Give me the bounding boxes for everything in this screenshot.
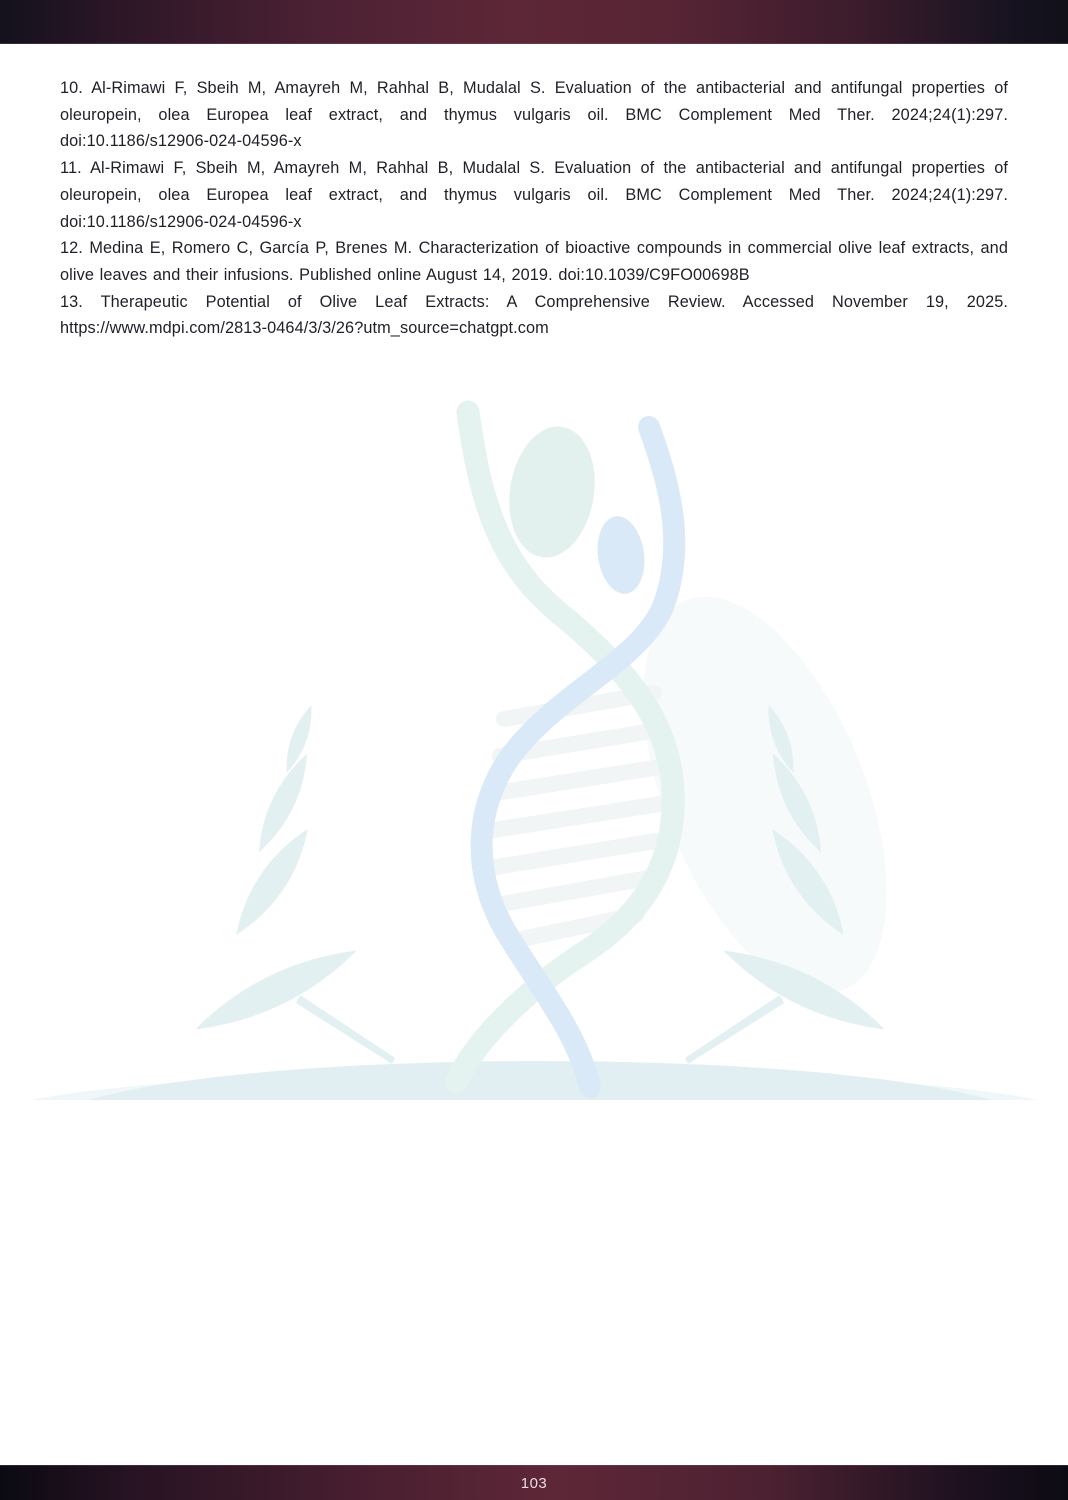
reference-item: 10. Al-Rimawi F, Sbeih M, Amayreh M, Rahhal B, Mudalal S. Evaluation of the antibacterial and antifungal properties of oleuropein, olea Europea leaf extract, and thymus vulgaris oil. BMC Complement Med Ther. 2024;24(1):297. doi:10.1186/s12906-024-04596-x xyxy=(60,79,1008,151)
watermark-ground xyxy=(30,1061,1038,1100)
page-number: 103 xyxy=(520,1474,548,1492)
reference-item: 11. Al-Rimawi F, Sbeih M, Amayreh M, Rahhal B, Mudalal S. Evaluation of the antibacterial and antifungal properties of oleuropein, olea Europea leaf extract, and thymus vulgaris oil. BMC Complement Med Ther. 2024;24(1):297. doi:10.1186/s12906-024-04596-x xyxy=(60,159,1008,231)
references-section xyxy=(0,44,1068,342)
dna-figures-laurel-watermark-icon xyxy=(0,400,1068,1100)
watermark-dna-rungs xyxy=(494,693,660,941)
reference-item: 13. Therapeutic Potential of Olive Leaf Extracts: A Comprehensive Review. Accessed November 19, 2025. https://www.mdpi.com/2813-0464/3/3/26?utm_source=chatgpt.com xyxy=(60,292,1008,338)
top-border-bar xyxy=(0,0,1068,44)
footer-bar xyxy=(0,1465,1068,1500)
watermark-blue-figure xyxy=(482,427,675,1087)
watermark-laurel-left xyxy=(188,703,395,1064)
watermark-back-leaf xyxy=(594,563,937,1027)
watermark-teal-figure xyxy=(456,412,673,1082)
watermark-laurel-right xyxy=(685,703,892,1064)
reference-item: 12. Medina E, Romero C, García P, Brenes M. Characterization of bioactive compounds in commercial olive leaf extracts, and olive leaves and their infusions. Published online August 14, 2019. doi:10.1039/C9FO00698B xyxy=(60,239,1008,284)
